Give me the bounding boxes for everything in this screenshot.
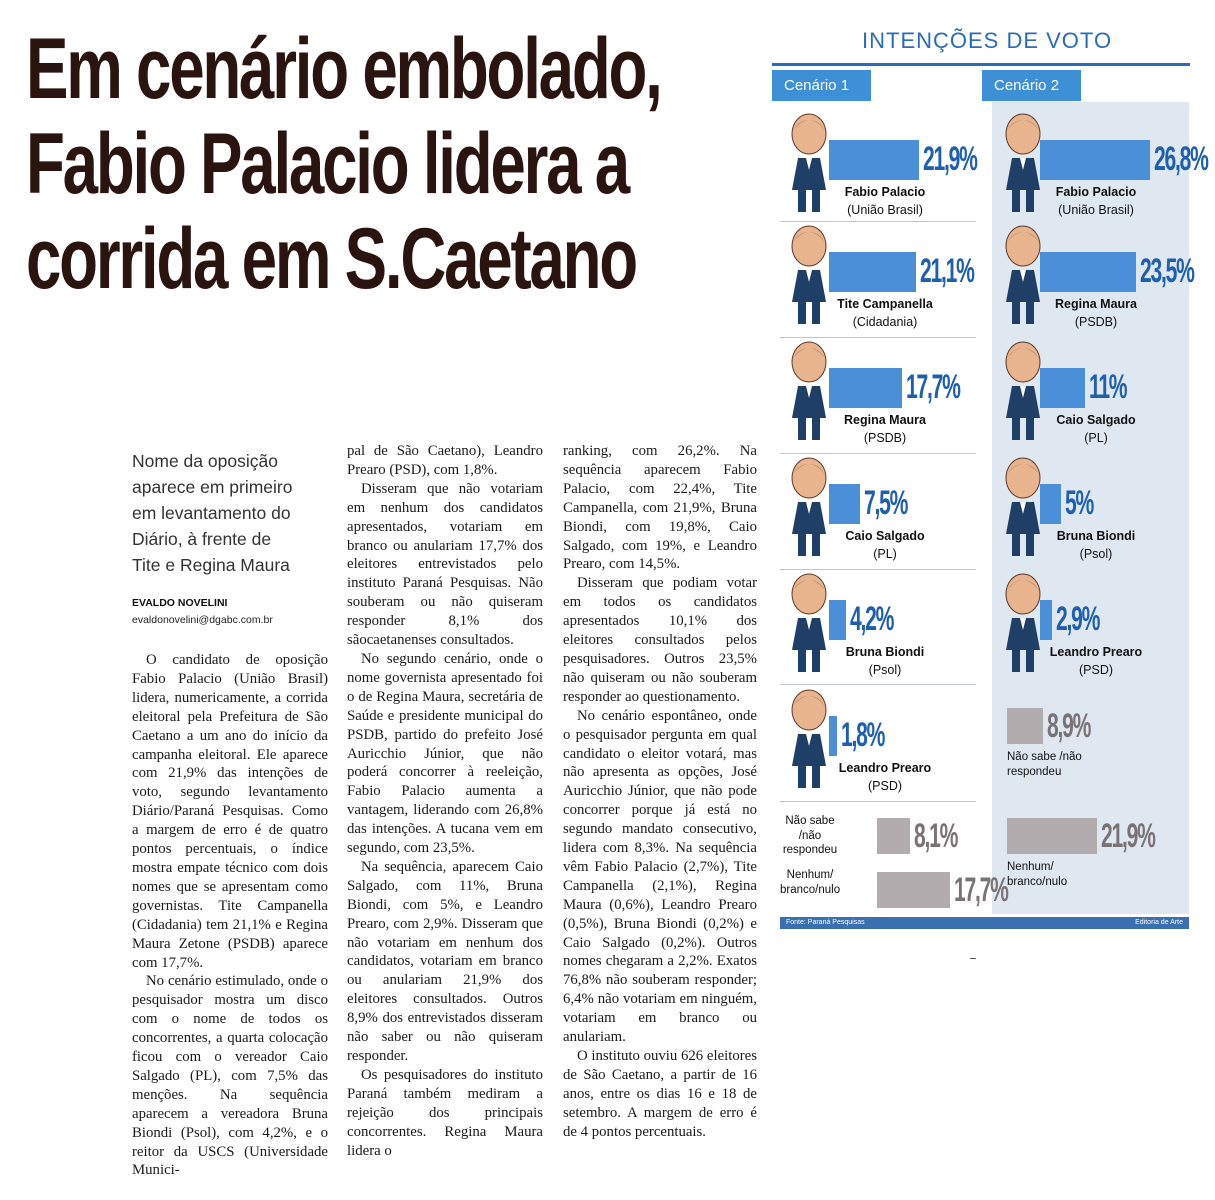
other-label-line: respondeu — [1007, 765, 1062, 778]
candidate-party: (União Brasil) — [847, 203, 923, 217]
candidate-name: Bruna Biondi — [845, 645, 925, 659]
other-bar — [1007, 818, 1097, 854]
infographic-title: INTENÇÕES DE VOTO — [862, 28, 1113, 53]
vote-percentage: 21,9% — [922, 140, 977, 178]
other-label-line: Não sabe /não — [1007, 751, 1082, 763]
candidate-name: Bruna Biondi — [1056, 529, 1136, 543]
paragraph: pal de São Caetano), Leandro Prearo (PSD), com 1,8%. — [347, 443, 543, 478]
vote-bar — [1040, 484, 1061, 524]
vote-bar — [829, 368, 902, 408]
paragraph: No cenário espontâneo, onde o pesquisador pergunta em qual candidato o eleitor votará, mas não apresenta as opções, José Auricchio Júnior, que não pode concorrer porque já está no segundo mandato consecutivo, lidera com 8,3%. Na sequência vêm Fabio Palacio (2,7%), Tite Campanella (2,1%), Regina Maura (0,6%), Leandro Prearo (0,5%), Bruna Biondi (0,2%) e Caio Salgado (0,2%). Outros nomes chegaram a 2,2%. Exatos 76,8% não souberam responder; 6,4% não votariam em ninguém, votariam em branco ou anulariam. — [563, 707, 757, 1046]
vote-bar — [829, 600, 846, 640]
candidate-party: (União Brasil) — [1058, 203, 1134, 217]
other-label-line: Nenhum/ — [786, 869, 834, 881]
other-percentage: 8,9% — [1047, 707, 1091, 745]
vote-percentage: 17,7% — [905, 368, 960, 406]
article-column-1 — [132, 651, 328, 1180]
paragraph: Disseram que não votariam em nenhum dos candidatos apresentados, votariam em branco ou anulariam 17,7% dos eleitores entrevistados pelo instituto Paraná Pesquisas. Não souberam ou não quiseram responder 8,1% dos sãocaetanenses consultados. — [347, 480, 543, 649]
vote-percentage: 7,5% — [863, 484, 907, 522]
other-label — [780, 868, 840, 897]
article-column-3 — [563, 442, 757, 1142]
candidate-party: (Psol) — [1079, 547, 1113, 561]
paragraph: ranking, com 26,2%. Na sequência aparecem Fabio Palacio, com 22,4%, Tite Campanella, com 21,9%, Bruna Biondi, com 19,8%, Caio Salgado, com 19%, e Leandro Prearo, com 14,5%. — [563, 443, 757, 573]
subhead-line: Tite e Regina Maura — [132, 555, 290, 575]
subhead-line: Diário, à frente de — [132, 529, 272, 549]
candidate-party: (PSD) — [1078, 663, 1114, 677]
candidate-party: (PL) — [1084, 431, 1108, 445]
paragraph: No cenário estimulado, onde o pesquisador mostra um disco com o nome de todos os concorrentes, a quarta colocação ficou com o vereador Caio Salgado (PL), com 7,5% das menções. Na sequência aparecem a vereadora Bruna Biondi (Psol), com 4,2%, e o reitor da USCS (Universidade Munici- — [132, 973, 328, 1179]
other-percentage: 8,1% — [914, 817, 958, 855]
candidate-party: (Cidadania) — [852, 315, 918, 329]
other-bar — [877, 872, 950, 908]
paragraph: O instituto ouviu 626 eleitores de São Caetano, a partir de 16 anos, entre os dias 16 e 18 de setembro. A margem de erro é de 4 pontos percentuais. — [563, 1048, 758, 1140]
article-column-2 — [347, 442, 543, 1160]
vote-percentage: 4,2% — [850, 600, 894, 638]
infographic-top-rule — [772, 63, 1190, 66]
other-percentage: 21,9% — [1100, 817, 1155, 855]
tab-cenario-2: Cenário 2 — [982, 70, 1081, 101]
source-text: Fonte: Paraná Pesquisas — [786, 919, 865, 926]
subhead — [132, 448, 332, 578]
candidate-party: (PL) — [873, 547, 897, 561]
candidate-name: Fabio Palacio — [844, 185, 926, 199]
vote-bar — [829, 716, 837, 756]
other-label-line: respondeu — [782, 844, 838, 856]
vote-bar — [1040, 140, 1150, 180]
other-label — [1007, 750, 1117, 779]
vote-percentage: 26,8% — [1153, 140, 1208, 178]
headline-line-1: Em cenário embolado, — [26, 21, 661, 117]
paragraph: Na sequência, aparecem Caio Salgado, com 11%, Bruna Biondi, com 5%, e Leandro Prearo, com 2,9%. Disseram que não votariam em nenhum dos candidatos, votariam em branco ou anulariam 21,9% dos eleitores consultados. Outros 8,9% dos entrevistados disseram não saber ou não quiseram responder. — [347, 858, 543, 1064]
author-email: evaldonovelini@dgabc.com.br — [132, 614, 273, 626]
vote-percentage: 2,9% — [1055, 600, 1099, 638]
other-percentage: 17,7% — [953, 871, 1008, 909]
vote-percentage: 21,1% — [919, 252, 974, 290]
candidate-name: Tite Campanella — [837, 297, 933, 311]
candidate-party: (PSDB) — [863, 431, 907, 445]
candidate-party: (PSDB) — [1074, 315, 1118, 329]
candidate-name: Caio Salgado — [1056, 413, 1136, 427]
author-byline: EVALDO NOVELINI — [132, 597, 228, 609]
other-label — [780, 814, 840, 858]
vote-percentage: 5% — [1064, 484, 1093, 522]
paragraph: Os pesquisadores do instituto Paraná também mediram a rejeição dos principais concorrentes. Regina Maura lidera o — [347, 1066, 543, 1159]
other-label-line: branco/nulo — [1007, 875, 1068, 888]
vote-percentage: 11% — [1089, 368, 1127, 406]
candidate-name: Fabio Palacio — [1055, 185, 1137, 199]
candidate-name: Regina Maura — [1055, 297, 1137, 311]
other-label-line: Não sabe — [785, 815, 835, 827]
source-bar — [780, 917, 1189, 929]
row-divider — [780, 801, 976, 802]
candidate-name: Regina Maura — [844, 413, 926, 427]
vote-bar — [829, 140, 919, 180]
candidate-name: Leandro Prearo — [1049, 645, 1143, 659]
vote-bar — [829, 252, 916, 292]
vote-percentage: 1,8% — [841, 716, 885, 754]
candidate-party: (PSD) — [867, 779, 903, 793]
headline — [26, 21, 661, 307]
vote-bar — [1040, 252, 1136, 292]
tab-cenario-1: Cenário 1 — [772, 70, 871, 101]
headline-line-2: Fabio Palacio lidera a — [26, 116, 628, 212]
subhead-line: em levantamento do — [132, 503, 291, 523]
paragraph: No segundo cenário, onde o nome governista apresentado foi o de Regina Maura, secretária de Saúde e presidente municipal do PSDB, partido do prefeito José Auricchio Júnior, que não poderá concorrer à reeleição, Fabio Palacio aumenta a vantagem, liderando com 26,8% das intenções. A tucana vem em segundo, com 23,5%. — [347, 650, 543, 857]
subhead-line: aparece em primeiro — [132, 477, 293, 497]
other-bar — [1007, 708, 1043, 744]
vote-bar — [829, 484, 860, 524]
subhead-line: Nome da oposição — [132, 451, 278, 471]
vote-bar — [1040, 600, 1052, 640]
candidate-name: Leandro Prearo — [838, 761, 932, 775]
other-label-line: branco/nulo — [780, 883, 841, 896]
paragraph: O candidato de oposição Fabio Palacio (União Brasil) lidera, numericamente, a corrida eleitoral pela Prefeitura de São Caetano a um ano do início da campanha eleitoral. Ele aparece com 21,9% das intenções de voto, segundo levantamento Diário/Paraná Pesquisas. Como a margem de erro é de quatro pontos percentuais, o índice mostra empate técnico com dois nomes que se apresentam como governistas. Tite Campanella (Cidadania) tem 21,1% e Regina Maura Zetone (PSDB) aparece com 17,7%. — [132, 652, 328, 971]
headline-line-3: corrida em S.Caetano — [26, 211, 636, 307]
other-label — [1007, 860, 1117, 889]
candidate-name: Caio Salgado — [845, 529, 925, 543]
vote-percentage: 23,5% — [1140, 252, 1194, 290]
paragraph: Disseram que podiam votar em todos os candidatos apresentados 10,1% dos eleitores consultados pelos pesquisadores. Outros 23,5% não quiseram ou não souberam responder ao questionamento. — [563, 575, 757, 705]
row-divider — [780, 684, 976, 685]
other-label-line: Nenhum/ — [1007, 861, 1054, 873]
credit-text: Editoria de Arte — [1135, 919, 1183, 926]
other-bar — [877, 818, 910, 854]
divider-dash — [970, 958, 976, 959]
candidate-party: (Psol) — [868, 663, 902, 677]
other-label-line: /não — [798, 829, 822, 842]
vote-bar — [1040, 368, 1085, 408]
